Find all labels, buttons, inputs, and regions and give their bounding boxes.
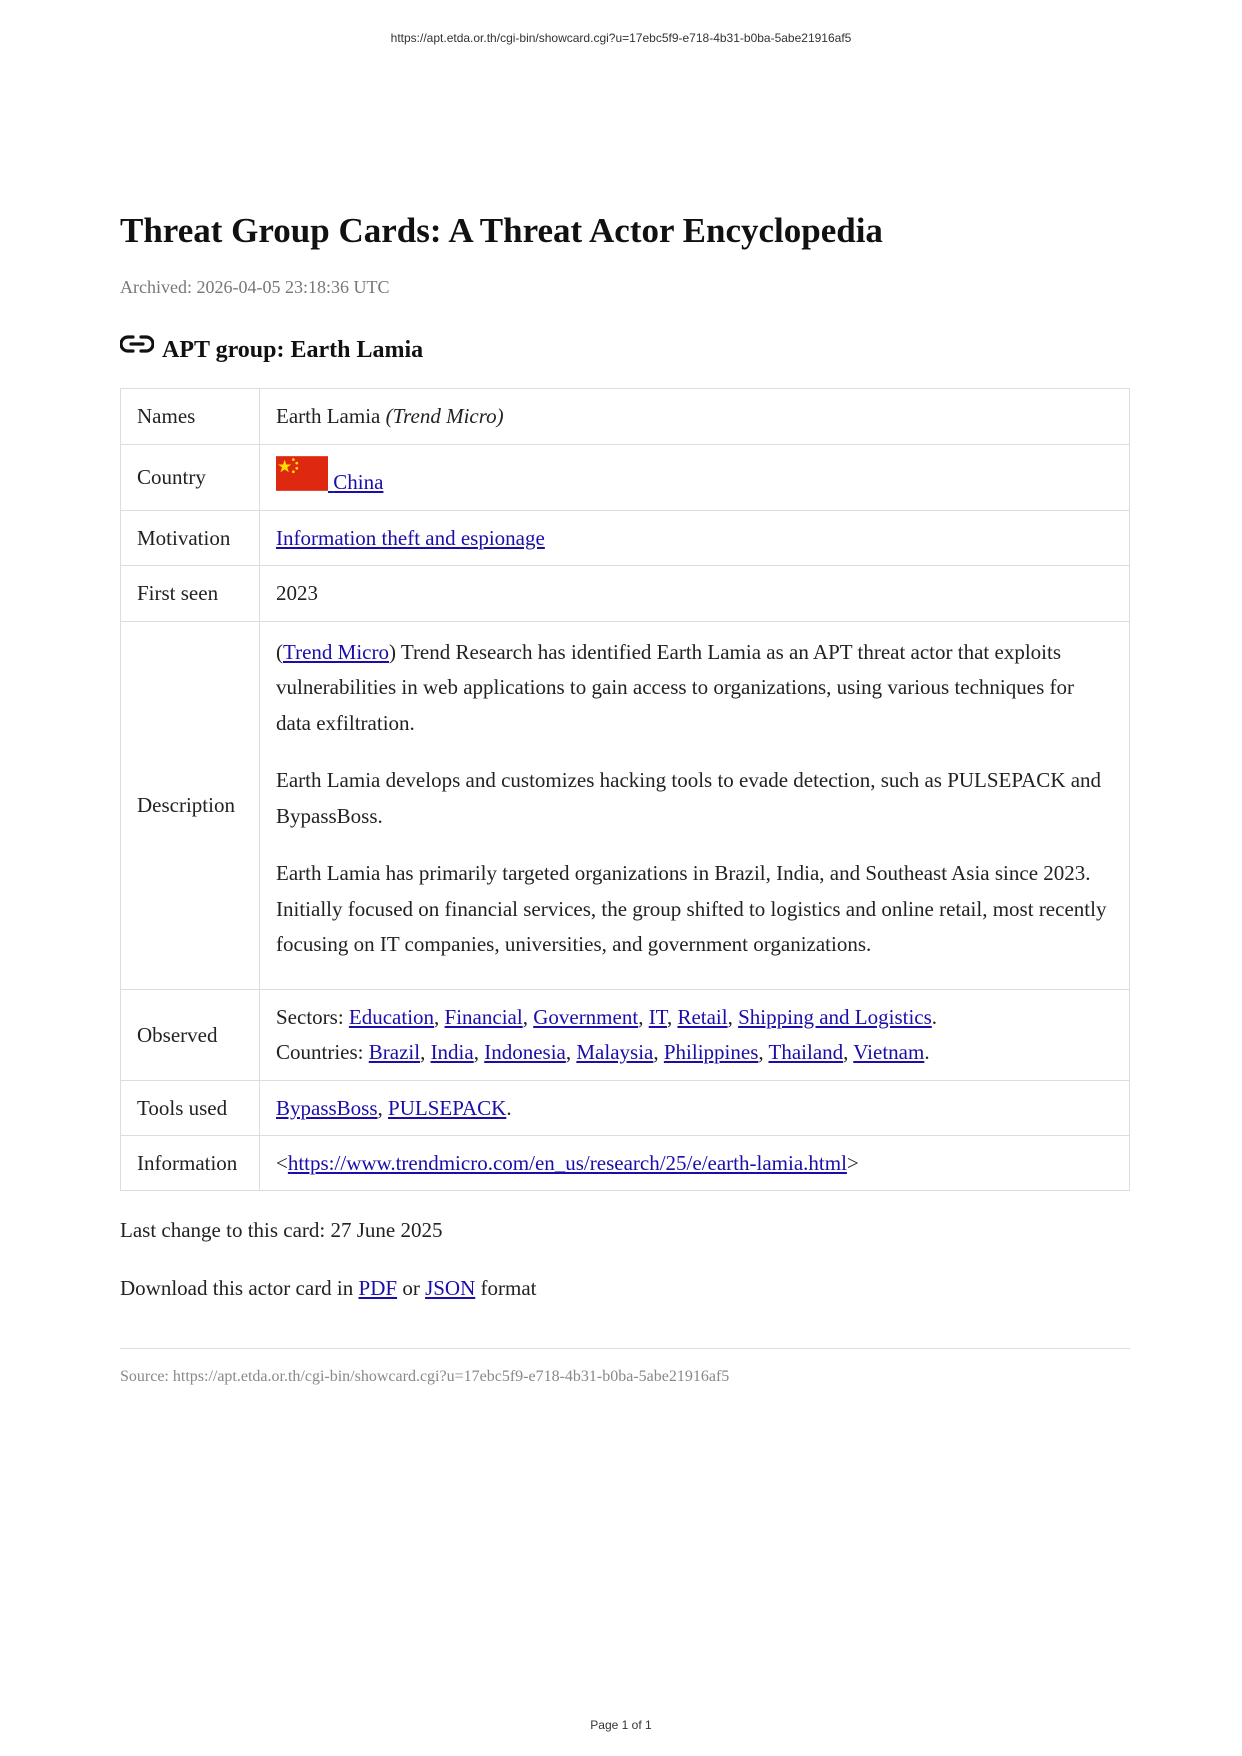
information-label: Information <box>121 1136 260 1191</box>
sector-separator: , <box>727 1005 739 1029</box>
country-separator: , <box>758 1040 769 1064</box>
country-separator: , <box>653 1040 664 1064</box>
tools-label: Tools used <box>121 1081 260 1136</box>
sector-link[interactable]: Financial <box>444 1005 523 1029</box>
country-label: Country <box>121 445 260 511</box>
countries-prefix: Countries: <box>276 1040 369 1064</box>
description-paragraph-3: Earth Lamia has primarily targeted organizations in Brazil, India, and Southeast Asia since 2023. Initially focused on financial services, the group shifted to logistics and online retail, most recently focusing on IT companies, universities, and government organizations. <box>276 861 1107 956</box>
country-separator: . <box>924 1040 930 1064</box>
sector-separator: , <box>522 1005 534 1029</box>
names-label: Names <box>121 389 260 445</box>
page-number: Page 1 of 1 <box>590 1718 652 1732</box>
names-value-cell <box>260 389 1130 445</box>
names-source: (Trend Micro) <box>385 404 504 428</box>
group-title: APT group: Earth Lamia <box>162 337 424 363</box>
observed-label: Observed <box>121 990 260 1081</box>
information-link[interactable]: https://www.trendmicro.com/en_us/research/25/e/earth-lamia.html <box>287 1150 847 1175</box>
download-or: or <box>397 1276 426 1300</box>
description-value-cell <box>260 622 1130 990</box>
country-link[interactable]: Malaysia <box>576 1040 654 1064</box>
country-separator: , <box>473 1040 485 1064</box>
sector-link[interactable]: IT <box>648 1005 667 1029</box>
download-prefix: Download this actor card in <box>120 1276 359 1300</box>
description-paragraph-1 <box>276 635 1113 742</box>
page-title: Threat Group Cards: A Threat Actor Encyclopedia <box>120 211 883 250</box>
country-link[interactable] <box>276 470 383 494</box>
table-row-tools <box>121 1081 1130 1136</box>
main-content <box>120 210 1130 1386</box>
sector-separator: , <box>666 1005 678 1029</box>
country-link[interactable]: Thailand <box>768 1040 844 1064</box>
sector-link[interactable]: Government <box>533 1005 639 1029</box>
sector-link[interactable]: Shipping and Logistics <box>738 1005 932 1029</box>
first-seen-value: 2023 <box>260 566 1130 622</box>
tools-list <box>276 1096 512 1120</box>
description-text-1: ) Trend Research has identified Earth Lamia as an APT threat actor that exploits vulnerabilities in web applications to gain access to organizations, using various techniques for data exfiltration. <box>276 639 1074 735</box>
download-suffix: format <box>475 1276 537 1300</box>
country-separator: , <box>565 1040 577 1064</box>
trend-micro-link[interactable]: Trend Micro <box>283 639 389 664</box>
information-value-cell <box>260 1136 1130 1191</box>
description-paragraph-2: Earth Lamia develops and customizes hacking tools to evade detection, such as PULSEPACK and BypassBoss. <box>276 768 1102 828</box>
group-heading <box>120 334 1130 364</box>
country-link[interactable]: Brazil <box>368 1040 421 1064</box>
country-link[interactable]: India <box>430 1040 474 1064</box>
sector-link[interactable]: Retail <box>677 1005 728 1029</box>
info-close-bracket: > <box>846 1150 859 1175</box>
archived-timestamp: Archived: 2026-04-05 23:18:36 UTC <box>120 277 390 297</box>
observed-value-cell <box>260 990 1130 1081</box>
download-json-link[interactable]: JSON <box>425 1276 476 1300</box>
print-header-url: https://apt.etda.or.th/cgi-bin/showcard.cgi?u=17ebc5f9-e718-4b31-b0ba-5abe21916af5 <box>390 31 852 45</box>
actor-card-table <box>120 388 1130 1191</box>
download-line <box>120 1271 1130 1306</box>
table-row-country <box>121 445 1130 511</box>
card-footer-text <box>120 1213 1130 1306</box>
source-url: Source: https://apt.etda.or.th/cgi-bin/showcard.cgi?u=17ebc5f9-e718-4b31-b0ba-5abe21916af5 <box>120 1368 730 1385</box>
observed-countries <box>276 1035 1113 1070</box>
description-label: Description <box>121 622 260 990</box>
tool-separator: . <box>506 1095 512 1120</box>
table-row-motivation <box>121 511 1130 566</box>
table-row-observed <box>121 990 1130 1081</box>
flag-china-icon <box>276 456 328 491</box>
country-value-cell <box>260 445 1130 511</box>
description-open-paren: ( <box>276 639 283 664</box>
motivation-link[interactable]: Information theft and espionage <box>276 525 545 550</box>
tools-value-cell <box>260 1081 1130 1136</box>
sector-link[interactable]: Education <box>348 1005 435 1029</box>
sectors-list <box>349 1005 937 1029</box>
tool-link[interactable]: BypassBoss <box>276 1095 378 1120</box>
table-row-first-seen <box>121 566 1130 622</box>
country-separator: , <box>843 1040 854 1064</box>
last-change: Last change to this card: 27 June 2025 <box>120 1218 443 1242</box>
divider <box>120 1348 1130 1349</box>
sector-separator: , <box>434 1005 445 1029</box>
observed-sectors <box>276 1000 1113 1035</box>
country-link[interactable]: Indonesia <box>484 1040 566 1064</box>
table-row-description <box>121 622 1130 990</box>
tool-separator: , <box>377 1095 389 1120</box>
sectors-prefix: Sectors: <box>276 1005 349 1029</box>
motivation-label: Motivation <box>121 511 260 566</box>
sector-separator: , <box>638 1005 649 1029</box>
link-icon[interactable] <box>120 334 154 354</box>
motivation-value-cell <box>260 511 1130 566</box>
countries-list <box>369 1040 930 1064</box>
sector-separator: . <box>931 1005 938 1029</box>
info-open-bracket: < <box>276 1150 288 1175</box>
table-row-names <box>121 389 1130 445</box>
tool-link[interactable]: PULSEPACK <box>388 1095 507 1120</box>
table-row-information <box>121 1136 1130 1191</box>
first-seen-label: First seen <box>121 566 260 622</box>
download-pdf-link[interactable]: PDF <box>358 1276 398 1300</box>
country-value: China <box>333 469 384 494</box>
country-link[interactable]: Vietnam <box>853 1040 925 1064</box>
country-separator: , <box>420 1040 431 1064</box>
country-link[interactable]: Philippines <box>663 1040 759 1064</box>
names-value: Earth Lamia <box>276 404 381 428</box>
